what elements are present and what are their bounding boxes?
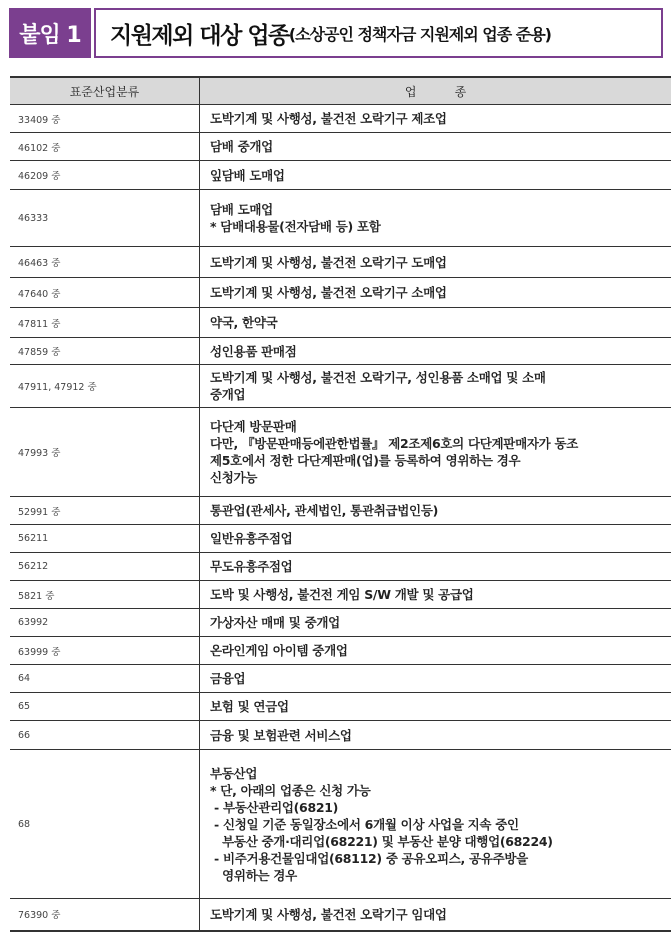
industry-description [200,161,671,190]
description-line: 영위하는 경우 [210,867,297,883]
industry-description [200,408,671,497]
table-row [10,525,671,553]
industry-description [200,899,671,931]
page-title: 지원제외 대상 업종 [110,22,289,49]
document-title-bar [9,8,663,58]
industry-code: 56212 [10,553,200,581]
industry-code: 76390 중 [10,899,200,931]
industry-code: 63999 중 [10,637,200,665]
description-line: 금융업 [210,671,246,686]
industry-code: 63992 [10,609,200,637]
industry-code: 5821 중 [10,581,200,609]
table-row [10,408,671,497]
industry-description [200,750,671,899]
description-line: 도박기계 및 사행성, 불건전 오락기구 도매업 [210,254,447,270]
description-line: - 부동산관리업(6821) [210,799,339,815]
industry-code: 33409 중 [10,105,200,133]
table-row [10,693,671,721]
description-line: 통관업(관세사, 관세법인, 통관취급법인등) [210,503,439,518]
industry-description [200,609,671,637]
description-line: 금융 및 보험관련 서비스업 [210,727,352,743]
table-row [10,750,671,899]
table-row [10,190,671,247]
industry-code: 47993 중 [10,408,200,497]
description-line: 약국, 한약국 [210,315,278,330]
industry-code: 68 [10,750,200,899]
table-row [10,161,671,190]
description-line: 일반유흥주점업 [210,531,293,546]
title-box [94,8,663,58]
industry-description [200,365,671,408]
industry-code: 47859 중 [10,338,200,365]
industry-code: 46333 [10,190,200,247]
industry-description [200,133,671,161]
description-line: 보험 및 연금업 [210,699,289,714]
industry-code: 66 [10,721,200,750]
description-line: 부동산 중개·대리업(68221) 및 부동산 분양 대행업(68224) [210,833,553,849]
description-line: * 단, 아래의 업종은 신청 가능 [210,782,371,798]
page-subtitle: (소상공인 정책자금 지원제외 업종 준용) [288,24,551,44]
description-line: 잎담배 도매업 [210,167,285,183]
table-row [10,899,671,931]
excluded-industries-table [10,76,671,932]
description-line: 성인용품 판매점 [210,343,297,359]
description-line: * 담배대용물(전자담배 등) 포함 [210,219,381,234]
table-row [10,665,671,693]
industry-description [200,190,671,247]
description-line: 부동산업 [210,765,258,781]
description-line: 도박기계 및 사행성, 불건전 오락기구 소매업 [210,285,447,300]
table-row [10,278,671,308]
description-line: 담배 중개업 [210,139,273,154]
industry-description [200,581,671,609]
table-row [10,308,671,338]
industry-code: 47911, 47912 중 [10,365,200,408]
industry-description [200,553,671,581]
industry-code: 47811 중 [10,308,200,338]
table-row [10,721,671,750]
description-line: 중개업 [210,387,246,402]
industry-description [200,105,671,133]
description-line: 도박기계 및 사행성, 불건전 오락기구 제조업 [210,111,447,126]
table-row [10,365,671,408]
description-line: 도박 및 사행성, 불건전 게임 S/W 개발 및 공급업 [210,587,474,602]
table-row [10,133,671,161]
table-row [10,637,671,665]
industry-code: 64 [10,665,200,693]
description-line: 담배 도매업 [210,202,273,217]
header-industry: 업 종 [200,77,671,105]
table-header-row [10,77,671,105]
industry-description [200,338,671,365]
industry-description [200,525,671,553]
description-line: 제5호에서 정한 다단계판매(업)를 등록하여 영위하는 경우 [210,453,521,468]
table-row [10,338,671,365]
table-row [10,553,671,581]
industry-description [200,247,671,278]
table-row [10,497,671,525]
industry-description [200,721,671,750]
description-line: - 비주거용건물임대업(68112) 중 공유오피스, 공유주방을 [210,850,528,866]
table-row [10,105,671,133]
description-line: 도박기계 및 사행성, 불건전 오락기구, 성인용품 소매업 및 소매 [210,370,546,385]
industry-code: 46102 중 [10,133,200,161]
industry-description [200,497,671,525]
table-row [10,609,671,637]
description-line: 무도유흥주점업 [210,559,293,574]
industry-description [200,278,671,308]
industry-code: 52991 중 [10,497,200,525]
industry-code: 47640 중 [10,278,200,308]
description-line: - 신청일 기준 동일장소에서 6개월 이상 사업을 지속 중인 [210,816,519,832]
description-line: 도박기계 및 사행성, 불건전 오락기구 임대업 [210,906,447,922]
description-line: 다단계 방문판매 [210,419,297,434]
industry-code: 65 [10,693,200,721]
description-line: 온라인게임 아이템 중개업 [210,643,348,658]
description-line: 가상자산 매매 및 중개업 [210,615,340,630]
industry-description [200,693,671,721]
industry-description [200,308,671,338]
header-industry-code: 표준산업분류 [10,77,200,105]
industry-description [200,637,671,665]
description-line: 다만, 『방문판매등에관한법률』 제2조제6호의 다단계판매자가 동조 [210,436,579,451]
table-row [10,247,671,278]
industry-code: 46463 중 [10,247,200,278]
industry-code: 56211 [10,525,200,553]
description-line: 신청가능 [210,470,258,485]
attachment-badge: 붙임 1 [9,8,91,58]
industry-description [200,665,671,693]
table-row [10,581,671,609]
industry-code: 46209 중 [10,161,200,190]
